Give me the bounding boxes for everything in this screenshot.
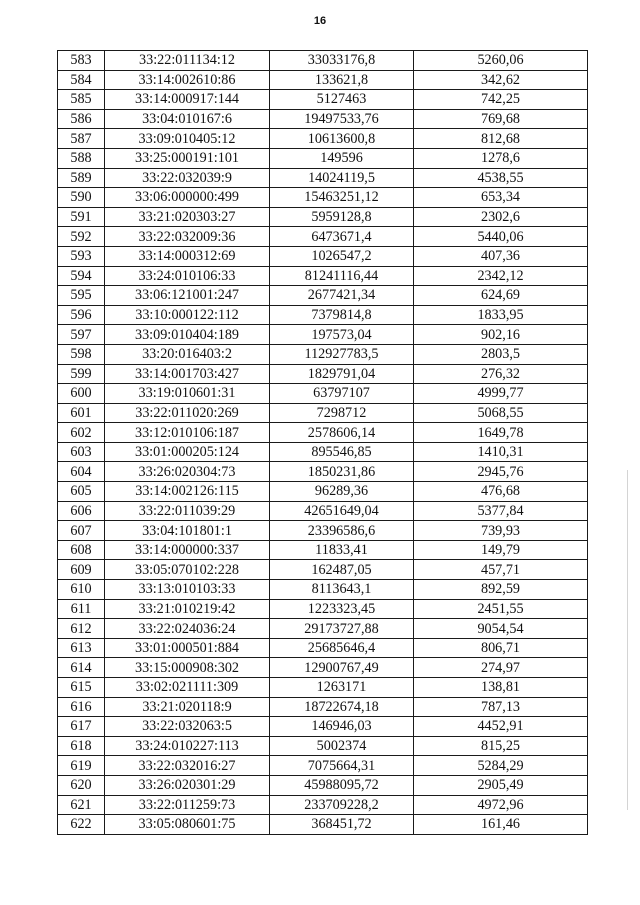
row-number-cell: 618	[58, 736, 105, 756]
amount-cell: 2451,55	[414, 599, 588, 619]
value-cell: 7298712	[270, 403, 414, 423]
table-row	[58, 403, 588, 423]
row-number-cell: 584	[58, 70, 105, 90]
table-row	[58, 207, 588, 227]
cadastral-number-cell: 33:14:001703:427	[105, 364, 270, 384]
amount-cell: 4999,77	[414, 384, 588, 404]
row-number-cell: 613	[58, 638, 105, 658]
row-number-cell: 590	[58, 188, 105, 208]
row-number-cell: 588	[58, 148, 105, 168]
row-number-cell: 592	[58, 227, 105, 247]
cadastral-number-cell: 33:05:080601:75	[105, 815, 270, 835]
value-cell: 5127463	[270, 90, 414, 110]
value-cell: 25685646,4	[270, 638, 414, 658]
row-number-cell: 594	[58, 266, 105, 286]
table-row	[58, 70, 588, 90]
table-row	[58, 462, 588, 482]
cadastral-number-cell: 33:24:010106:33	[105, 266, 270, 286]
amount-cell: 5440,06	[414, 227, 588, 247]
row-number-cell: 610	[58, 580, 105, 600]
cadastral-number-cell: 33:02:021111:309	[105, 678, 270, 698]
row-number-cell: 603	[58, 442, 105, 462]
value-cell: 895546,85	[270, 442, 414, 462]
value-cell: 2578606,14	[270, 423, 414, 443]
value-cell: 11833,41	[270, 540, 414, 560]
row-number-cell: 597	[58, 325, 105, 345]
cadastral-number-cell: 33:22:011020:269	[105, 403, 270, 423]
table-row	[58, 756, 588, 776]
table-row	[58, 678, 588, 698]
row-number-cell: 608	[58, 540, 105, 560]
amount-cell: 1833,95	[414, 305, 588, 325]
amount-cell: 149,79	[414, 540, 588, 560]
amount-cell: 9054,54	[414, 619, 588, 639]
table-row	[58, 305, 588, 325]
row-number-cell: 595	[58, 286, 105, 306]
value-cell: 12900767,49	[270, 658, 414, 678]
value-cell: 23396586,6	[270, 521, 414, 541]
value-cell: 233709228,2	[270, 795, 414, 815]
table-row	[58, 109, 588, 129]
value-cell: 1263171	[270, 678, 414, 698]
table-row	[58, 775, 588, 795]
amount-cell: 892,59	[414, 580, 588, 600]
amount-cell: 653,34	[414, 188, 588, 208]
row-number-cell: 602	[58, 423, 105, 443]
value-cell: 33033176,8	[270, 51, 414, 71]
amount-cell: 457,71	[414, 560, 588, 580]
value-cell: 45988095,72	[270, 775, 414, 795]
cadastral-number-cell: 33:21:010219:42	[105, 599, 270, 619]
amount-cell: 2803,5	[414, 344, 588, 364]
table-row	[58, 736, 588, 756]
cadastral-number-cell: 33:22:011259:73	[105, 795, 270, 815]
row-number-cell: 621	[58, 795, 105, 815]
row-number-cell: 614	[58, 658, 105, 678]
cadastral-number-cell: 33:05:070102:228	[105, 560, 270, 580]
value-cell: 5959128,8	[270, 207, 414, 227]
amount-cell: 274,97	[414, 658, 588, 678]
amount-cell: 815,25	[414, 736, 588, 756]
table-row	[58, 51, 588, 71]
table-row	[58, 188, 588, 208]
row-number-cell: 591	[58, 207, 105, 227]
row-number-cell: 585	[58, 90, 105, 110]
cadastral-number-cell: 33:12:010106:187	[105, 423, 270, 443]
value-cell: 368451,72	[270, 815, 414, 835]
value-cell: 5002374	[270, 736, 414, 756]
cadastral-number-cell: 33:20:016403:2	[105, 344, 270, 364]
cadastral-number-cell: 33:22:032063:5	[105, 717, 270, 737]
row-number-cell: 620	[58, 775, 105, 795]
registry-table-body	[58, 51, 588, 835]
value-cell: 197573,04	[270, 325, 414, 345]
amount-cell: 276,32	[414, 364, 588, 384]
table-row	[58, 482, 588, 502]
table-row	[58, 90, 588, 110]
row-number-cell: 601	[58, 403, 105, 423]
value-cell: 1026547,2	[270, 246, 414, 266]
value-cell: 18722674,18	[270, 697, 414, 717]
cadastral-number-cell: 33:14:002126:115	[105, 482, 270, 502]
table-row	[58, 148, 588, 168]
cadastral-number-cell: 33:19:010601:31	[105, 384, 270, 404]
page-number: 16	[313, 15, 327, 27]
cadastral-number-cell: 33:26:020301:29	[105, 775, 270, 795]
value-cell: 63797107	[270, 384, 414, 404]
cadastral-number-cell: 33:24:010227:113	[105, 736, 270, 756]
table-row	[58, 540, 588, 560]
cadastral-number-cell: 33:09:010405:12	[105, 129, 270, 149]
amount-cell: 2302,6	[414, 207, 588, 227]
amount-cell: 342,62	[414, 70, 588, 90]
table-row	[58, 246, 588, 266]
row-number-cell: 586	[58, 109, 105, 129]
scan-artifact-line	[627, 470, 628, 810]
cadastral-number-cell: 33:26:020304:73	[105, 462, 270, 482]
value-cell: 7075664,31	[270, 756, 414, 776]
amount-cell: 902,16	[414, 325, 588, 345]
cadastral-number-cell: 33:01:000501:884	[105, 638, 270, 658]
cadastral-number-cell: 33:01:000205:124	[105, 442, 270, 462]
cadastral-number-cell: 33:14:002610:86	[105, 70, 270, 90]
table-row	[58, 717, 588, 737]
table-row	[58, 129, 588, 149]
table-row	[58, 286, 588, 306]
table-row	[58, 423, 588, 443]
row-number-cell: 616	[58, 697, 105, 717]
amount-cell: 138,81	[414, 678, 588, 698]
amount-cell: 742,25	[414, 90, 588, 110]
amount-cell: 2342,12	[414, 266, 588, 286]
value-cell: 2677421,34	[270, 286, 414, 306]
cadastral-number-cell: 33:21:020303:27	[105, 207, 270, 227]
value-cell: 149596	[270, 148, 414, 168]
value-cell: 29173727,88	[270, 619, 414, 639]
amount-cell: 1278,6	[414, 148, 588, 168]
amount-cell: 2945,76	[414, 462, 588, 482]
table-row	[58, 580, 588, 600]
value-cell: 15463251,12	[270, 188, 414, 208]
value-cell: 1223323,45	[270, 599, 414, 619]
amount-cell: 5284,29	[414, 756, 588, 776]
amount-cell: 769,68	[414, 109, 588, 129]
amount-cell: 407,36	[414, 246, 588, 266]
row-number-cell: 619	[58, 756, 105, 776]
table-row	[58, 658, 588, 678]
amount-cell: 2905,49	[414, 775, 588, 795]
value-cell: 1850231,86	[270, 462, 414, 482]
registry-table	[57, 50, 588, 835]
row-number-cell: 622	[58, 815, 105, 835]
cadastral-number-cell: 33:06:121001:247	[105, 286, 270, 306]
value-cell: 146946,03	[270, 717, 414, 737]
table-row	[58, 697, 588, 717]
amount-cell: 787,13	[414, 697, 588, 717]
table-row	[58, 227, 588, 247]
row-number-cell: 593	[58, 246, 105, 266]
cadastral-number-cell: 33:14:000917:144	[105, 90, 270, 110]
table-row	[58, 795, 588, 815]
row-number-cell: 587	[58, 129, 105, 149]
row-number-cell: 583	[58, 51, 105, 71]
row-number-cell: 589	[58, 168, 105, 188]
value-cell: 10613600,8	[270, 129, 414, 149]
cadastral-number-cell: 33:21:020118:9	[105, 697, 270, 717]
value-cell: 19497533,76	[270, 109, 414, 129]
table-row	[58, 442, 588, 462]
cadastral-number-cell: 33:22:032039:9	[105, 168, 270, 188]
table-row	[58, 325, 588, 345]
cadastral-number-cell: 33:10:000122:112	[105, 305, 270, 325]
value-cell: 6473671,4	[270, 227, 414, 247]
value-cell: 7379814,8	[270, 305, 414, 325]
table-row	[58, 521, 588, 541]
amount-cell: 806,71	[414, 638, 588, 658]
row-number-cell: 611	[58, 599, 105, 619]
value-cell: 8113643,1	[270, 580, 414, 600]
cadastral-number-cell: 33:22:032016:27	[105, 756, 270, 776]
amount-cell: 4452,91	[414, 717, 588, 737]
cadastral-number-cell: 33:13:010103:33	[105, 580, 270, 600]
table-row	[58, 384, 588, 404]
table-row	[58, 619, 588, 639]
cadastral-number-cell: 33:22:011134:12	[105, 51, 270, 71]
amount-cell: 5260,06	[414, 51, 588, 71]
cadastral-number-cell: 33:06:000000:499	[105, 188, 270, 208]
table-row	[58, 560, 588, 580]
table-row	[58, 638, 588, 658]
amount-cell: 4538,55	[414, 168, 588, 188]
table-row	[58, 364, 588, 384]
table-row	[58, 344, 588, 364]
cadastral-number-cell: 33:22:011039:29	[105, 501, 270, 521]
value-cell: 1829791,04	[270, 364, 414, 384]
row-number-cell: 598	[58, 344, 105, 364]
amount-cell: 4972,96	[414, 795, 588, 815]
row-number-cell: 596	[58, 305, 105, 325]
table-row	[58, 168, 588, 188]
value-cell: 81241116,44	[270, 266, 414, 286]
row-number-cell: 600	[58, 384, 105, 404]
row-number-cell: 615	[58, 678, 105, 698]
cadastral-number-cell: 33:14:000000:337	[105, 540, 270, 560]
amount-cell: 624,69	[414, 286, 588, 306]
amount-cell: 5377,84	[414, 501, 588, 521]
amount-cell: 812,68	[414, 129, 588, 149]
table-row	[58, 501, 588, 521]
cadastral-number-cell: 33:22:024036:24	[105, 619, 270, 639]
amount-cell: 1410,31	[414, 442, 588, 462]
row-number-cell: 606	[58, 501, 105, 521]
amount-cell: 739,93	[414, 521, 588, 541]
cadastral-number-cell: 33:25:000191:101	[105, 148, 270, 168]
amount-cell: 5068,55	[414, 403, 588, 423]
row-number-cell: 605	[58, 482, 105, 502]
value-cell: 42651649,04	[270, 501, 414, 521]
value-cell: 96289,36	[270, 482, 414, 502]
amount-cell: 476,68	[414, 482, 588, 502]
value-cell: 14024119,5	[270, 168, 414, 188]
table-row	[58, 599, 588, 619]
row-number-cell: 617	[58, 717, 105, 737]
row-number-cell: 607	[58, 521, 105, 541]
row-number-cell: 599	[58, 364, 105, 384]
value-cell: 112927783,5	[270, 344, 414, 364]
amount-cell: 1649,78	[414, 423, 588, 443]
row-number-cell: 604	[58, 462, 105, 482]
cadastral-number-cell: 33:04:010167:6	[105, 109, 270, 129]
row-number-cell: 609	[58, 560, 105, 580]
value-cell: 133621,8	[270, 70, 414, 90]
cadastral-number-cell: 33:04:101801:1	[105, 521, 270, 541]
value-cell: 162487,05	[270, 560, 414, 580]
cadastral-number-cell: 33:09:010404:189	[105, 325, 270, 345]
table-row	[58, 266, 588, 286]
cadastral-number-cell: 33:22:032009:36	[105, 227, 270, 247]
cadastral-number-cell: 33:15:000908:302	[105, 658, 270, 678]
amount-cell: 161,46	[414, 815, 588, 835]
row-number-cell: 612	[58, 619, 105, 639]
table-row	[58, 815, 588, 835]
cadastral-number-cell: 33:14:000312:69	[105, 246, 270, 266]
